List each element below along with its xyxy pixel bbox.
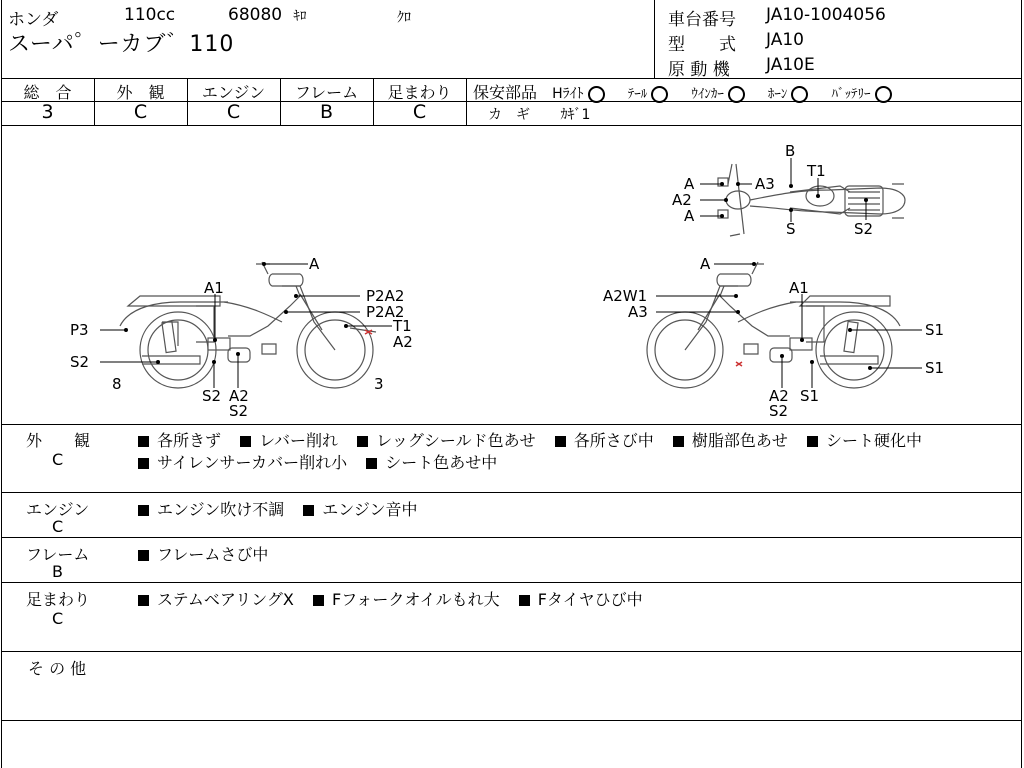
bullet-icon (138, 550, 149, 561)
remarks-line-4 (1, 651, 1022, 652)
diagram-label: A2 (393, 333, 413, 351)
diagram-label: A2W1 (603, 287, 648, 305)
chassis-no: JA10-1004056 (766, 5, 886, 25)
diagram-label: T1 (807, 162, 826, 180)
diagram-label: S2 (229, 402, 249, 420)
diagram-label: S (786, 220, 796, 238)
key-row (488, 104, 590, 124)
remark-title-exterior: 外 観 (26, 431, 91, 450)
grade-suspension: C (412, 101, 427, 123)
grade-overall: 3 (41, 101, 54, 123)
safety-battery: ﾊﾞｯﾃﾘｰ (832, 87, 892, 102)
diagram-label: S1 (925, 321, 945, 339)
header-bottom-line (1, 78, 1022, 79)
bullet-icon (313, 595, 324, 606)
remark-title-suspension: 足まわり (26, 590, 91, 609)
grade-frame: B (319, 101, 334, 123)
safety-winker: ｳｲﾝｶｰ (691, 87, 745, 102)
grade-exterior: C (133, 101, 148, 123)
key-value: ｶｷﾞ1 (560, 107, 591, 123)
chassis-label: 車台番号 (668, 10, 736, 30)
grade-header-overall: 総 合 (23, 83, 72, 102)
bullet-icon (555, 436, 566, 447)
displacement: 110cc (124, 5, 176, 25)
type-label: 型 式 (668, 35, 736, 55)
diagram-label: A1 (204, 279, 224, 297)
bullet-icon (138, 458, 149, 469)
safety-headlight: Hﾗｲﾄ (552, 86, 605, 102)
diagram-label: T1 (393, 317, 412, 335)
remarks-line-5 (1, 720, 1022, 721)
diagram-label: A2 (672, 191, 692, 209)
remark-title-frame: フレーム (26, 545, 90, 564)
diagram-label: P2A2 (366, 287, 405, 305)
engine-value: JA10E (766, 55, 815, 75)
headlight-ok-icon (588, 86, 605, 103)
remarks-line-1 (1, 492, 1022, 493)
diagram-label: S2 (202, 387, 222, 405)
bullet-icon (138, 595, 149, 606)
remarks-line-2 (1, 537, 1022, 538)
diagram-label: A1 (789, 279, 809, 297)
diagram-label: S2 (854, 220, 874, 238)
diagram-label: S2 (70, 353, 90, 371)
remark-grade-exterior: C (52, 450, 64, 469)
diagram-label: S2 (769, 402, 789, 420)
remark-grade-engine: C (52, 517, 64, 536)
diagram-label: A (684, 207, 695, 225)
engine-label: 原 動 機 (668, 60, 730, 80)
safety-parts (473, 80, 892, 103)
mileage-unit: ｷﾛ (293, 9, 307, 24)
key-label: カ ギ (488, 107, 530, 123)
mileage-value: 68080 (228, 5, 283, 25)
bike-left-view (120, 262, 376, 388)
bullet-icon (673, 436, 684, 447)
bullet-icon (138, 436, 149, 447)
model-name: スーパ゜ーカブ゛110 (8, 32, 235, 57)
bike-diagram (0, 126, 1022, 424)
diagram-label: B (785, 142, 796, 160)
remark-grade-frame: B (52, 562, 63, 581)
grade-engine: C (226, 101, 241, 123)
remark-frame-line1: フレームさび中 (138, 542, 282, 565)
mileage (228, 5, 307, 25)
diagram-label: A2 (769, 387, 789, 405)
diagram-label: 3 (374, 375, 384, 393)
grade-header-engine: エンジン (201, 83, 266, 102)
diagram-bottom-line (1, 424, 1022, 425)
remark-suspension-line1: ステムベアリングX Fフォークオイルもれ大 Fタイヤひび中 (138, 587, 657, 610)
diagram-label: A (684, 175, 695, 193)
grade-divider (466, 78, 467, 125)
horn-ok-icon (791, 86, 808, 103)
color: ｸﾛ (397, 10, 411, 26)
safety-tail: ﾃｰﾙ (628, 87, 669, 102)
remark-title-engine: エンジン (26, 500, 90, 519)
bullet-icon (240, 436, 251, 447)
bike-right-view (647, 262, 900, 388)
header-divider (654, 0, 655, 78)
battery-ok-icon (875, 86, 892, 103)
grade-header-exterior: 外 観 (116, 83, 165, 102)
type-value: JA10 (766, 30, 804, 50)
remark-title-other: そ の 他 (28, 659, 87, 678)
bullet-icon (807, 436, 818, 447)
remarks-line-3 (1, 582, 1022, 583)
diagram-label: 8 (112, 375, 122, 393)
bullet-icon (138, 505, 149, 516)
remark-exterior-line2: サイレンサーカバー削れ小 シート色あせ中 (138, 450, 511, 473)
maker: ホンダ (8, 10, 59, 30)
safety-label: 保安部品 (473, 83, 538, 102)
diagram-label: A3 (755, 175, 775, 193)
remark-grade-suspension: C (52, 609, 64, 628)
remark-exterior-line1: 各所きず レバー削れ レッグシールド色あせ 各所さび中 樹脂部色あせ シート硬化中 (138, 428, 936, 451)
winker-ok-icon (728, 86, 745, 103)
diagram-label: S1 (800, 387, 820, 405)
bullet-icon (519, 595, 530, 606)
grade-header-suspension: 足まわり (387, 83, 452, 102)
diagram-label: A (309, 255, 320, 273)
diagram-label: P3 (70, 321, 89, 339)
tail-ok-icon (651, 86, 668, 103)
bullet-icon (366, 458, 377, 469)
diagram-label: P2A2 (366, 303, 405, 321)
safety-horn: ﾎｰﾝ (768, 87, 809, 102)
diagram-label: A (700, 255, 711, 273)
diagram-label: A3 (628, 303, 648, 321)
diagram-label: A2 (229, 387, 249, 405)
remark-engine-line1: エンジン吹け不調 エンジン音中 (138, 497, 432, 520)
grade-header-frame: フレーム (294, 83, 359, 102)
bullet-icon (357, 436, 368, 447)
diagram-label: S1 (925, 359, 945, 377)
bullet-icon (303, 505, 314, 516)
